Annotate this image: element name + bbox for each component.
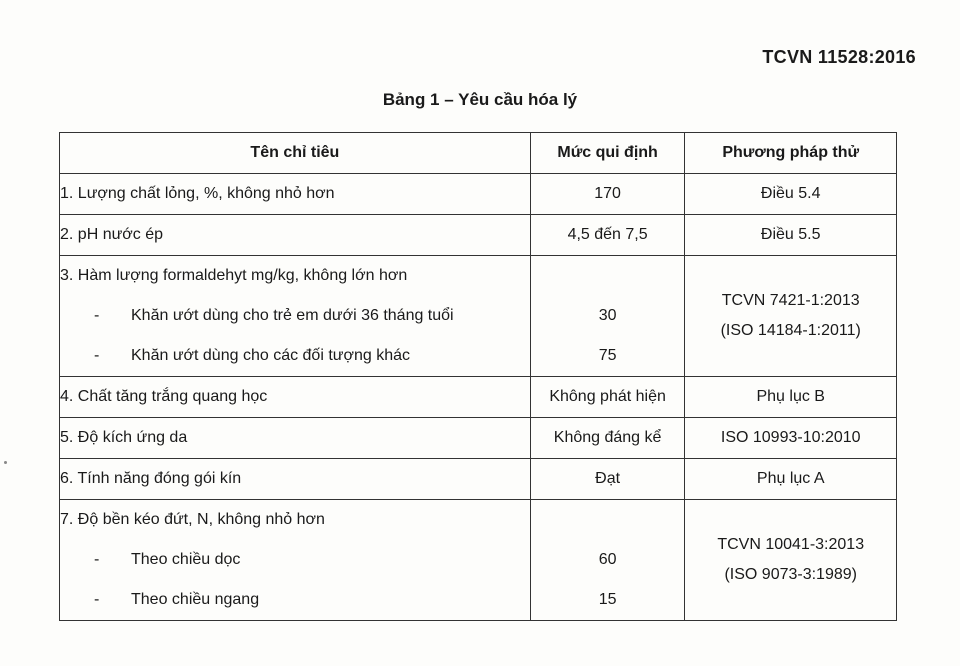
row-name: 3. Hàm lượng formaldehyt mg/kg, không lớn hơn: [60, 267, 408, 284]
row-value: 170: [530, 174, 685, 215]
row-method: Điều 5.5: [685, 215, 897, 256]
scan-speck: [4, 461, 7, 464]
row-value: Đạt: [530, 459, 685, 500]
subitem-value: 30: [598, 307, 617, 324]
table-title: Bảng 1 – Yêu cầu hóa lý: [382, 90, 578, 109]
subitem-label: [60, 296, 530, 336]
dash-marker: -: [94, 591, 100, 608]
row-method: Phụ lục A: [685, 459, 897, 500]
subitem-label: [60, 540, 530, 580]
row-name: 5. Độ kích ứng da: [60, 418, 531, 459]
row-name: 1. Lượng chất lỏng, %, không nhỏ hơn: [60, 174, 531, 215]
row-method: Phụ lục B: [685, 377, 897, 418]
table-row: [60, 174, 897, 215]
row-method: Điều 5.4: [685, 174, 897, 215]
subitem-value: 60: [598, 551, 617, 568]
subitem-name: Theo chiều dọc: [131, 551, 241, 568]
row-name: 4. Chất tăng trắng quang học: [60, 377, 531, 418]
table-row: [60, 377, 897, 418]
row-name: 7. Độ bền kéo đứt, N, không nhỏ hơn: [60, 511, 325, 528]
method-line: TCVN 7421-1:2013: [721, 292, 860, 309]
dash-marker: -: [94, 307, 100, 324]
table-row: [60, 256, 897, 377]
table-row: [60, 418, 897, 459]
row-value: 4,5 đến 7,5: [530, 215, 685, 256]
method-line: TCVN 10041-3:2013: [717, 536, 865, 553]
subitem-name: Khăn ướt dùng cho trẻ em dưới 36 tháng tuổi: [131, 307, 454, 324]
row-name: 6. Tính năng đóng gói kín: [60, 459, 531, 500]
table-row: [60, 459, 897, 500]
row-value: Không phát hiện: [530, 377, 685, 418]
column-header-method: Phương pháp thử: [685, 133, 897, 174]
subitem-name: Khăn ướt dùng cho các đối tượng khác: [131, 347, 411, 364]
row-name: 2. pH nước ép: [60, 215, 531, 256]
column-header-name: Tên chỉ tiêu: [60, 133, 531, 174]
dash-marker: -: [94, 347, 100, 364]
table-row: [60, 215, 897, 256]
subitem-label: [60, 336, 530, 376]
subitem-value: 75: [598, 347, 617, 364]
row-value: Không đáng kể: [530, 418, 685, 459]
table-row: [60, 500, 897, 621]
row-method: ISO 10993-10:2010: [685, 418, 897, 459]
dash-marker: -: [94, 551, 100, 568]
subitem-label: [60, 580, 530, 620]
column-header-value: Mức qui định: [530, 133, 685, 174]
method-line: (ISO 9073-3:1989): [724, 566, 857, 583]
requirements-table: [59, 132, 897, 621]
subitem-value: 15: [598, 591, 617, 608]
subitem-name: Theo chiều ngang: [131, 591, 260, 608]
table-header-row: [60, 133, 897, 174]
standard-code: TCVN 11528:2016: [762, 47, 916, 67]
method-line: (ISO 14184-1:2011): [720, 322, 861, 339]
